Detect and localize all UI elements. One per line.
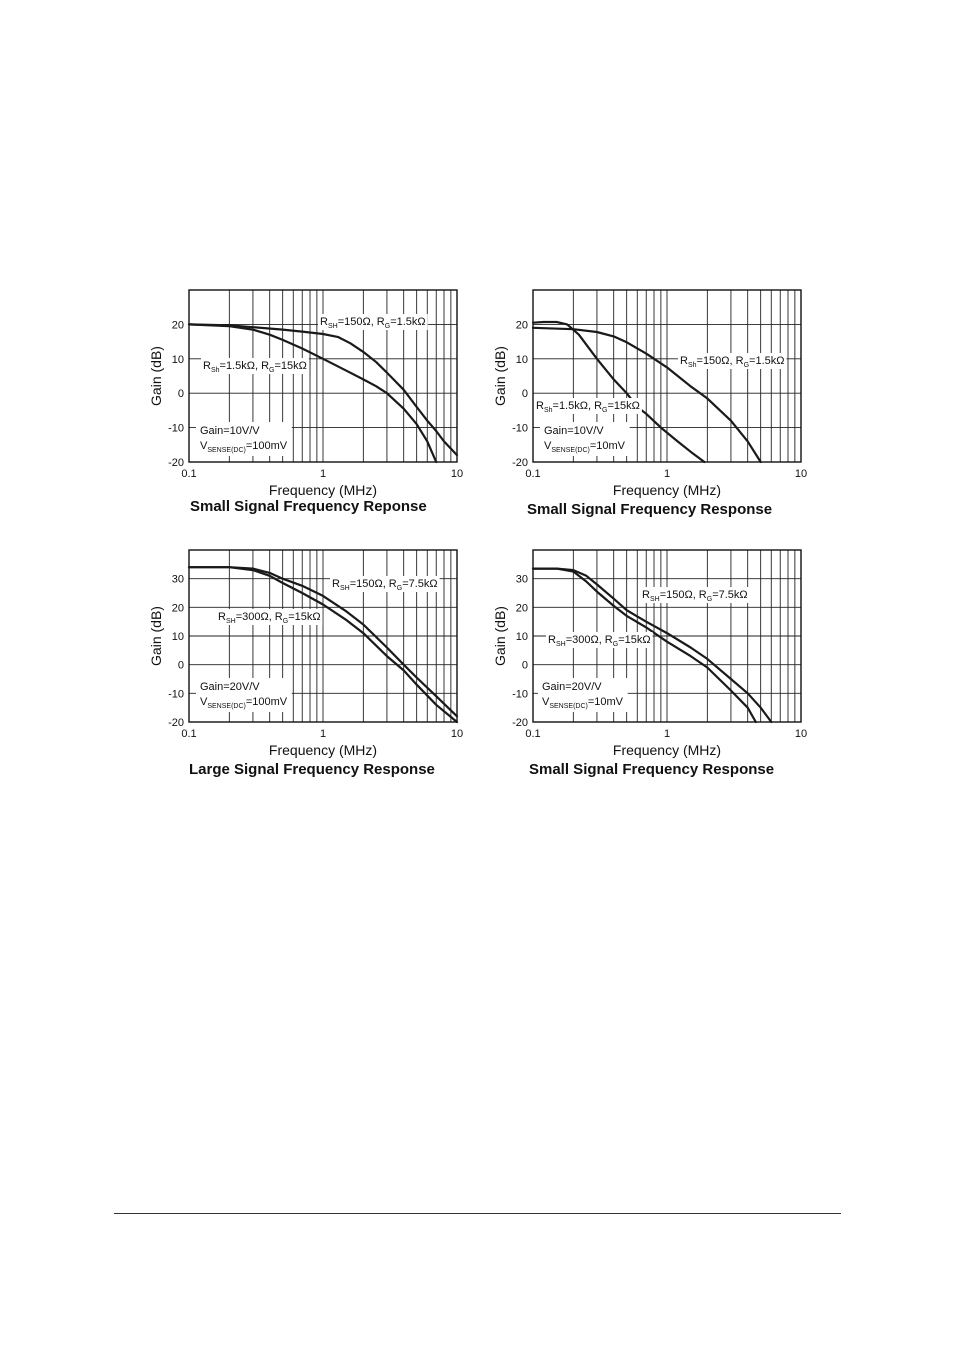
y-tick-label: 30 bbox=[515, 573, 528, 586]
y-tick-label: -20 bbox=[512, 457, 528, 469]
subscript: G bbox=[602, 407, 608, 414]
subscript: SH bbox=[649, 596, 660, 603]
subscript: SH bbox=[327, 323, 338, 330]
subscript: SENSE(DC) bbox=[207, 447, 246, 454]
x-tick-label: 0.1 bbox=[181, 468, 197, 480]
text-span: Gain=10V/V bbox=[200, 425, 260, 437]
y-axis-label: Gain (dB) bbox=[148, 606, 164, 666]
x-tick-label: 10 bbox=[794, 728, 808, 740]
subscript: SH bbox=[225, 618, 236, 625]
x-tick-label: 0.1 bbox=[525, 728, 541, 740]
y-tick-label: 0 bbox=[521, 388, 528, 401]
series-label-1 bbox=[536, 400, 640, 414]
text-span: =100mV bbox=[245, 440, 288, 452]
x-tick-label: 1 bbox=[319, 468, 327, 480]
chart-title: Small Signal Frequency Response bbox=[527, 501, 773, 518]
text-span: R bbox=[642, 589, 650, 601]
subscript: SENSE(DC) bbox=[207, 703, 246, 710]
chart-svg bbox=[484, 540, 814, 758]
footer-rule bbox=[114, 1213, 841, 1214]
text-span: =150Ω, R bbox=[696, 355, 744, 367]
text-span: =10mV bbox=[587, 696, 624, 708]
y-tick-label: 30 bbox=[171, 573, 184, 586]
chart-title: Large Signal Frequency Response bbox=[189, 761, 435, 778]
condition-gain bbox=[542, 681, 602, 693]
text-span: =15kΩ bbox=[607, 400, 640, 412]
text-span: V bbox=[542, 696, 550, 708]
text-span: Gain=20V/V bbox=[542, 681, 602, 693]
text-span: V bbox=[544, 440, 552, 452]
y-axis-label: Gain (dB) bbox=[492, 606, 508, 666]
subscript: G bbox=[282, 618, 289, 625]
text-span: =15kΩ bbox=[618, 634, 651, 646]
y-tick-label: 10 bbox=[171, 353, 184, 366]
subscript: Sh bbox=[687, 362, 697, 369]
y-tick-label: -10 bbox=[168, 422, 184, 435]
x-tick-label: 0.1 bbox=[525, 468, 541, 480]
text-span: R bbox=[320, 316, 328, 328]
text-span: V bbox=[200, 440, 208, 452]
y-tick-label: 20 bbox=[515, 602, 528, 615]
x-axis-label: Frequency (MHz) bbox=[268, 482, 378, 498]
x-axis-label: Frequency (MHz) bbox=[612, 482, 722, 498]
text-span: =150Ω, R bbox=[659, 589, 707, 601]
text-span: V bbox=[200, 696, 208, 708]
condition-gain bbox=[544, 425, 604, 437]
text-span: =1.5kΩ bbox=[749, 355, 785, 367]
x-tick-label: 1 bbox=[663, 468, 671, 480]
text-span: =100mV bbox=[245, 696, 288, 708]
y-tick-label: 20 bbox=[171, 602, 184, 615]
text-span: R bbox=[203, 360, 211, 372]
y-tick-label: -20 bbox=[512, 717, 528, 729]
text-span: =15kΩ bbox=[288, 611, 321, 623]
y-tick-label: 0 bbox=[177, 659, 184, 672]
y-axis-label: Gain (dB) bbox=[148, 346, 164, 406]
y-tick-label: 20 bbox=[171, 319, 184, 332]
text-span: R bbox=[548, 634, 556, 646]
y-tick-label: 10 bbox=[515, 631, 528, 643]
chart-large-signal-20x-100mv bbox=[140, 540, 470, 780]
text-span: =15kΩ bbox=[274, 360, 307, 372]
x-tick-label: 1 bbox=[319, 728, 327, 740]
x-tick-label: 0.1 bbox=[181, 728, 197, 740]
subscript: G bbox=[396, 585, 403, 592]
y-axis-label: Gain (dB) bbox=[492, 346, 508, 406]
text-span: =7.5kΩ bbox=[402, 578, 438, 590]
x-axis-label: Frequency (MHz) bbox=[268, 742, 378, 758]
condition-gain bbox=[200, 681, 260, 693]
subscript: SENSE(DC) bbox=[551, 447, 590, 454]
subscript: SH bbox=[555, 641, 566, 648]
y-tick-label: 10 bbox=[171, 631, 184, 643]
y-tick-label: -20 bbox=[168, 457, 184, 469]
x-tick-label: 10 bbox=[450, 728, 464, 740]
text-span: Gain=10V/V bbox=[544, 425, 604, 437]
y-tick-label: 0 bbox=[521, 659, 528, 672]
y-tick-label: -10 bbox=[168, 688, 184, 701]
text-span: =150Ω, R bbox=[337, 316, 385, 328]
text-span: =300Ω, R bbox=[235, 611, 283, 623]
chart-svg bbox=[140, 280, 470, 498]
x-tick-label: 10 bbox=[450, 468, 464, 480]
series-label-1 bbox=[203, 360, 307, 374]
text-span: R bbox=[680, 355, 688, 367]
text-span: R bbox=[536, 400, 544, 412]
chart-title: Small Signal Frequency Response bbox=[529, 761, 775, 778]
text-span: =1.5kΩ bbox=[390, 316, 426, 328]
chart-svg bbox=[140, 540, 470, 758]
subscript: Sh bbox=[210, 367, 220, 374]
x-axis-label: Frequency (MHz) bbox=[612, 742, 722, 758]
text-span: =1.5kΩ, R bbox=[552, 400, 603, 412]
text-span: =7.5kΩ bbox=[712, 589, 748, 601]
y-tick-label: -20 bbox=[168, 717, 184, 729]
y-tick-label: 10 bbox=[515, 353, 528, 366]
chart-small-signal-10x-100mv bbox=[140, 280, 470, 515]
subscript: G bbox=[706, 596, 713, 603]
text-span: Gain=20V/V bbox=[200, 681, 260, 693]
subscript: G bbox=[384, 323, 391, 330]
subscript: SH bbox=[339, 585, 350, 592]
chart-title: Small Signal Frequency Reponse bbox=[190, 498, 427, 515]
y-tick-label: 0 bbox=[177, 388, 184, 401]
y-tick-label: 20 bbox=[515, 319, 528, 332]
chart-svg bbox=[484, 280, 814, 498]
x-tick-label: 1 bbox=[663, 728, 671, 740]
y-tick-label: -10 bbox=[512, 422, 528, 435]
text-span: R bbox=[218, 611, 226, 623]
text-span: =1.5kΩ, R bbox=[219, 360, 270, 372]
chart-small-signal-10x-10mv bbox=[484, 280, 814, 518]
subscript: Sh bbox=[543, 407, 553, 414]
subscript: G bbox=[269, 367, 275, 374]
text-span: =10mV bbox=[589, 440, 626, 452]
subscript: SENSE(DC) bbox=[549, 703, 588, 710]
x-tick-label: 10 bbox=[794, 468, 808, 480]
text-span: =300Ω, R bbox=[565, 634, 613, 646]
chart-small-signal-20x-10mv bbox=[484, 540, 814, 780]
series-label-0 bbox=[680, 355, 784, 369]
subscript: G bbox=[612, 641, 619, 648]
y-tick-label: -10 bbox=[512, 688, 528, 701]
subscript: G bbox=[743, 362, 750, 369]
text-span: R bbox=[332, 578, 340, 590]
condition-gain bbox=[200, 425, 260, 437]
text-span: =150Ω, R bbox=[349, 578, 397, 590]
